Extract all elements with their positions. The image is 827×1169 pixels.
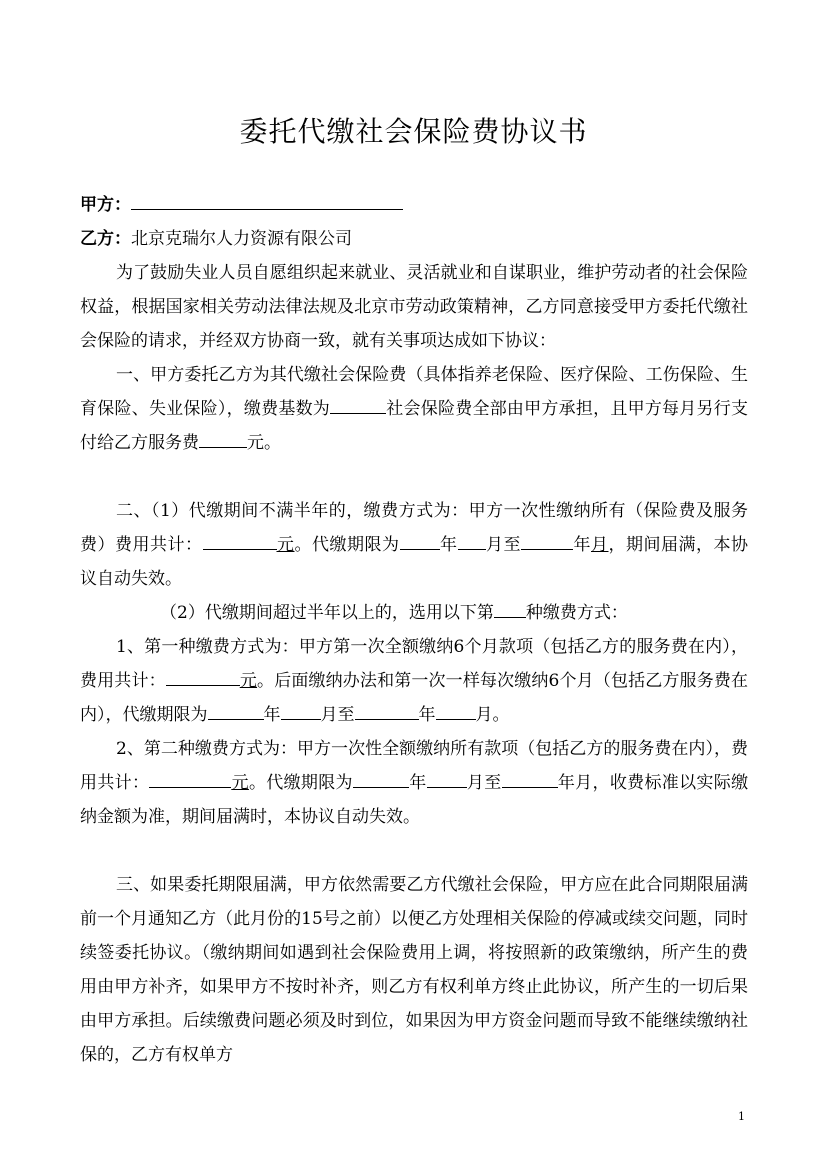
method2-start-year-blank (353, 769, 409, 788)
method1-end-month-blank (436, 701, 476, 720)
start-year-blank (400, 531, 440, 550)
service-fee-blank (199, 429, 247, 448)
method-choice-blank (494, 599, 526, 618)
method1-fee-blank (166, 667, 240, 686)
spacer (80, 834, 748, 868)
base-amount-blank (330, 395, 386, 414)
clause-2-part-2: （2）代缴期间超过半年以上的，选用以下第 种缴费方式： (80, 596, 748, 630)
clause-3: 三、如果委托期限届满，甲方依然需要乙方代缴社会保险，甲方应在此合同期限届满前一个月通知乙方（此月份的15号之前）以便乙方处理相关保险的停减或续交问题，同时续签委托协议。（缴纳期间如遇到社会保险费用上调，将按照新的政策缴纳，所产生的费用由甲方补齐，如果甲方不按时补齐，则乙方有权利单方终止此协议，所产生的一切后果由甲方承担。后续缴费问题必须及时到位，如果因为甲方资金问题而导致不能继续缴纳社保的，乙方有权单方 (80, 875, 748, 1065)
party-b-name: 北京克瑞尔人力资源有限公司 (131, 229, 352, 249)
document-title: 委托代缴社会保险费协议书 (239, 115, 588, 148)
party-b-label: 乙方： (80, 229, 131, 249)
method1-start-month-blank (281, 701, 321, 720)
method1-end-year-blank (355, 701, 419, 720)
method1-start-year-blank (208, 701, 264, 720)
party-b-line (80, 222, 748, 256)
method2-start-month-blank (427, 769, 467, 788)
total-fee-blank (203, 531, 277, 550)
clause-2-part-1: 二、（1）代缴期间不满半年的，缴费方式为：甲方一次性缴纳所有（保险费及服务费）费用共计： 元。代缴期限为 年 月至 年月，期间届满，本协议自动失效。 (80, 501, 748, 589)
payment-method-1: 1、第一种缴费方式为：甲方第一次全额缴纳6个月款项（包括乙方的服务费在内），费用共计： 元。后面缴纳办法和第一次一样每次缴纳6个月（包括乙方服务费在内），代缴期限为 年 月至 年 月。 (80, 637, 748, 725)
page-number: 1 (738, 1110, 745, 1123)
payment-method-2: 2、第二种缴费方式为：甲方一次性全额缴纳所有款项（包括乙方的服务费在内），费用共计： 元。代缴期限为 年 月至 年月，收费标准以实际缴纳金额为准，期间届满时，本协议自动失效。 (80, 739, 749, 827)
party-a-line (80, 188, 748, 222)
method2-fee-blank (149, 769, 231, 788)
party-a-label: 甲方： (80, 195, 131, 215)
clause-1: 一、甲方委托乙方为其代缴社会保险费（具体指养老保险、医疗保险、工伤保险、生育保险、失业保险），缴费基数为 社会保险费全部由甲方承担，且甲方每月另行支付给乙方服务费 元。 (80, 365, 749, 453)
party-a-blank (131, 191, 403, 210)
document-body (80, 188, 748, 1072)
method2-end-year-blank (502, 769, 558, 788)
spacer (80, 460, 748, 494)
start-month-blank (458, 531, 486, 550)
intro-paragraph: 为了鼓励失业人员自愿组织起来就业、灵活就业和自谋职业，维护劳动者的社会保险权益，根据国家相关劳动法律法规及北京市劳动政策精神，乙方同意接受甲方委托代缴社会保险的请求，并经双方协商一致，就有关事项达成如下协议： (80, 263, 748, 351)
end-year-blank (521, 531, 573, 550)
